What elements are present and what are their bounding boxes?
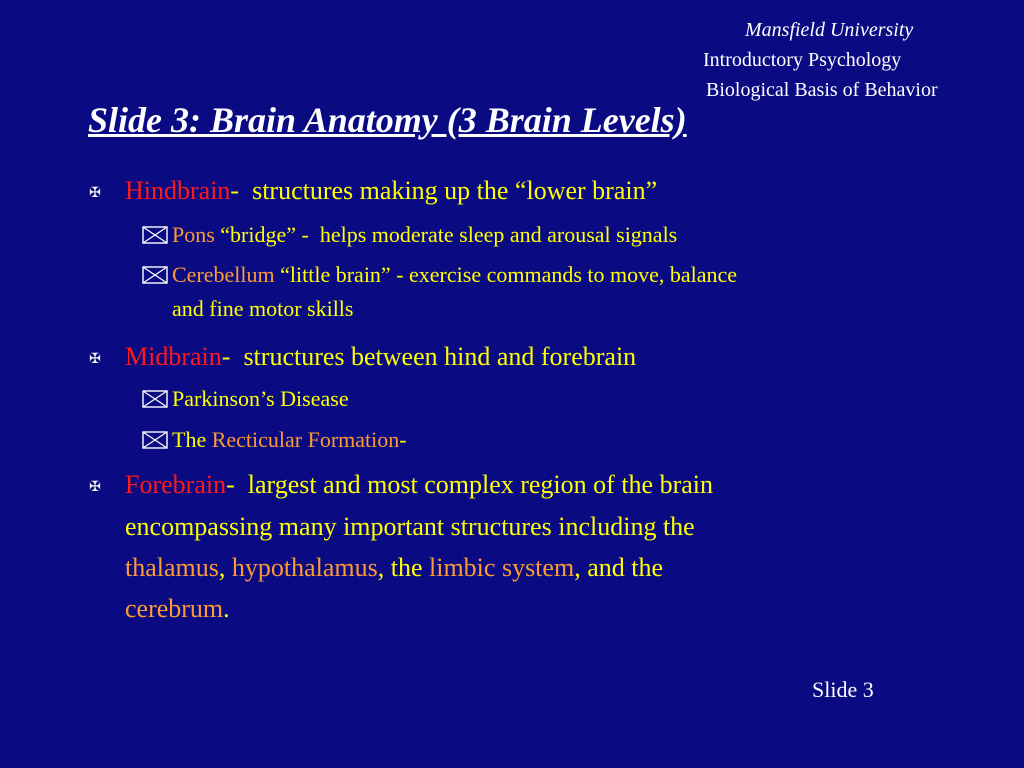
maltese-cross-icon: ✠: [89, 352, 101, 367]
bullet-text: structures making up the “lower brain”: [239, 176, 658, 205]
course-name: Introductory Psychology: [703, 49, 902, 71]
sub-bullet-text: “bridge” - helps moderate sleep and arousal signals: [214, 222, 678, 247]
bullet-hindbrain: [125, 171, 657, 211]
bullet-forebrain-line4: [125, 589, 230, 629]
envelope-icon: [142, 390, 168, 408]
sub-bullet-pons: [172, 218, 677, 252]
period: .: [223, 594, 230, 623]
university-name: Mansfield University: [745, 19, 914, 41]
sub-bullet-suffix: -: [399, 427, 407, 452]
sub-bullet-cerebellum-cont: and fine motor skills: [172, 296, 354, 321]
bullet-forebrain-line2: encompassing many important structures including the: [125, 512, 695, 541]
sub-bullet-parkinsons: Parkinson’s Disease: [172, 386, 349, 411]
term-limbic-system: limbic system: [429, 553, 575, 582]
dash: -: [226, 470, 235, 499]
term-cerebellum: Cerebellum: [172, 262, 275, 287]
term-cerebrum: cerebrum: [125, 594, 224, 623]
bullet-forebrain: [125, 465, 713, 505]
separator: , the: [377, 553, 430, 582]
bullet-midbrain: [125, 337, 636, 377]
term-pons: Pons: [172, 222, 215, 247]
term-reticular-formation: Recticular Formation: [211, 427, 400, 452]
term-midbrain: Midbrain: [125, 342, 222, 371]
dash: -: [221, 342, 231, 371]
bullet-text: structures between hind and forebrain: [230, 342, 637, 371]
slide-number: Slide 3: [812, 677, 874, 702]
separator: , and the: [574, 553, 663, 582]
bullet-forebrain-line3: [125, 548, 663, 588]
envelope-icon: [142, 266, 168, 284]
sub-bullet-text: “little brain” - exercise commands to move, balance: [274, 262, 738, 287]
envelope-icon: [142, 431, 168, 449]
maltese-cross-icon: ✠: [89, 480, 101, 495]
separator: ,: [218, 553, 232, 582]
maltese-cross-icon: ✠: [89, 186, 101, 201]
term-hypothalamus: hypothalamus: [231, 553, 378, 582]
sub-bullet-cerebellum: [172, 258, 737, 292]
bullet-text: largest and most complex region of the brain: [234, 470, 713, 499]
term-hindbrain: Hindbrain: [125, 176, 231, 205]
topic-name: Biological Basis of Behavior: [706, 79, 938, 101]
sub-bullet-prefix: The: [172, 427, 212, 452]
term-forebrain: Forebrain: [125, 470, 227, 499]
sub-bullet-reticular: [172, 423, 407, 457]
term-thalamus: thalamus: [125, 553, 219, 582]
envelope-icon: [142, 226, 168, 244]
dash: -: [230, 176, 240, 205]
slide-title: Slide 3: Brain Anatomy (3 Brain Levels): [88, 100, 687, 140]
